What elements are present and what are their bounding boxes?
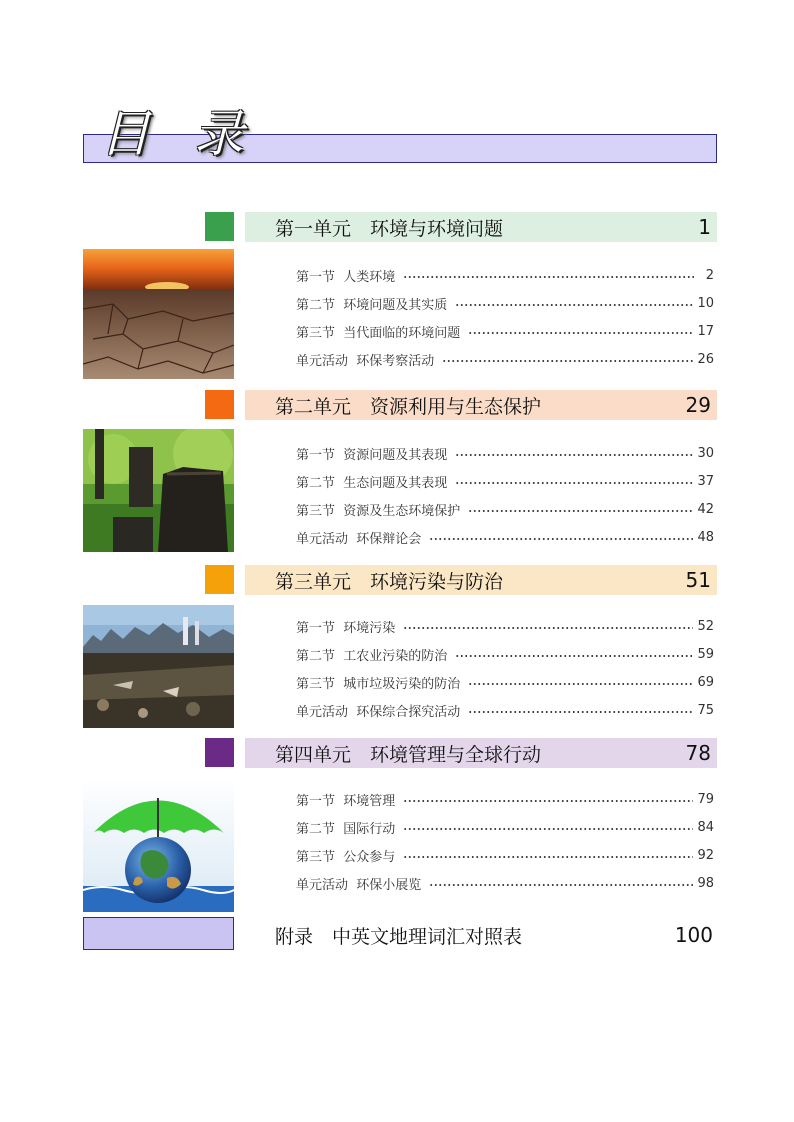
unit-page: 1: [698, 215, 711, 239]
page-title: 目 录: [100, 105, 258, 163]
unit2-heading[interactable]: [245, 390, 717, 420]
section-entry[interactable]: [296, 813, 714, 841]
section-page: 2: [705, 267, 714, 283]
unit2-color-square: [205, 390, 234, 419]
section-title: 单元活动 环保考察活动: [296, 353, 435, 369]
polluted-industrial-site-image: [83, 605, 234, 728]
unit-title: 第二单元 资源利用与生态保护: [275, 395, 542, 418]
unit-title: 第四单元 环境管理与全球行动: [275, 743, 542, 766]
unit-page: 29: [685, 393, 711, 417]
unit3-heading[interactable]: [245, 565, 717, 595]
section-entry[interactable]: [296, 317, 714, 345]
section-title: 第二节 工农业污染的防治: [296, 648, 448, 664]
section-title: 单元活动 环保辩论会: [296, 531, 422, 547]
section-page: 42: [697, 501, 714, 517]
section-page: 84: [697, 819, 714, 835]
leader-dots: [468, 510, 693, 512]
appendix-page: 100: [674, 923, 713, 947]
section-title: 第三节 当代面临的环境问题: [296, 325, 461, 341]
section-title: 第一节 环境管理: [296, 793, 396, 809]
section-entry[interactable]: [296, 640, 714, 668]
unit-page: 78: [685, 741, 711, 765]
section-page: 26: [697, 351, 714, 367]
section-page: 92: [697, 847, 714, 863]
section-page: 75: [697, 702, 714, 718]
section-entry[interactable]: [296, 785, 714, 813]
leader-dots: [468, 711, 693, 713]
section-page: 59: [697, 646, 714, 662]
section-page: 52: [697, 618, 714, 634]
tree-stumps-image: [83, 429, 234, 552]
section-title: 第一节 环境污染: [296, 620, 396, 636]
leader-dots: [455, 482, 693, 484]
section-entry[interactable]: [296, 289, 714, 317]
leader-dots: [429, 884, 693, 886]
unit4-color-square: [205, 738, 234, 767]
section-title: 第三节 资源及生态环境保护: [296, 503, 461, 519]
leader-dots: [455, 304, 693, 306]
section-page: 48: [697, 529, 714, 545]
unit-title: 第三单元 环境污染与防治: [275, 570, 504, 593]
section-title: 第二节 环境问题及其实质: [296, 297, 448, 313]
section-entry[interactable]: [296, 345, 714, 373]
leader-dots: [403, 828, 693, 830]
leader-dots: [429, 538, 693, 540]
section-entry[interactable]: [296, 612, 714, 640]
section-title: 第一节 资源问题及其表现: [296, 447, 448, 463]
section-page: 17: [697, 323, 714, 339]
appendix-entry[interactable]: [275, 920, 713, 950]
leader-dots: [403, 627, 693, 629]
unit2-section-list: [296, 439, 714, 551]
unit1-section-list: [296, 261, 714, 373]
appendix-title: 附录 中英文地理词汇对照表: [275, 925, 523, 948]
section-title: 第三节 公众参与: [296, 849, 396, 865]
section-title: 第二节 国际行动: [296, 821, 396, 837]
section-entry[interactable]: [296, 523, 714, 551]
section-entry[interactable]: [296, 439, 714, 467]
leader-dots: [403, 800, 693, 802]
section-title: 单元活动 环保综合探究活动: [296, 704, 461, 720]
unit4-section-list: [296, 785, 714, 897]
section-entry[interactable]: [296, 261, 714, 289]
unit3-section-list: [296, 612, 714, 724]
section-entry[interactable]: [296, 696, 714, 724]
unit-page: 51: [685, 568, 711, 592]
leader-dots: [403, 856, 693, 858]
section-entry[interactable]: [296, 467, 714, 495]
section-page: 98: [697, 875, 714, 891]
leader-dots: [468, 683, 693, 685]
section-title: 第一节 人类环境: [296, 269, 396, 285]
unit-title: 第一单元 环境与环境问题: [275, 217, 504, 240]
section-page: 37: [697, 473, 714, 489]
section-page: 69: [697, 674, 714, 690]
leader-dots: [468, 332, 693, 334]
unit4-heading[interactable]: [245, 738, 717, 768]
section-entry[interactable]: [296, 869, 714, 897]
leader-dots: [442, 360, 693, 362]
leader-dots: [455, 454, 693, 456]
section-page: 30: [697, 445, 714, 461]
leader-dots: [403, 276, 694, 278]
section-title: 第二节 生态问题及其表现: [296, 475, 448, 491]
section-entry[interactable]: [296, 495, 714, 523]
unit1-color-square: [205, 212, 234, 241]
section-page: 79: [697, 791, 714, 807]
unit3-color-square: [205, 565, 234, 594]
umbrella-over-globe-image: [83, 778, 234, 912]
section-entry[interactable]: [296, 668, 714, 696]
section-title: 单元活动 环保小展览: [296, 877, 422, 893]
section-entry[interactable]: [296, 841, 714, 869]
appendix-color-box: [83, 917, 234, 950]
leader-dots: [455, 655, 693, 657]
cracked-earth-sunset-image: [83, 249, 234, 379]
section-page: 10: [697, 295, 714, 311]
section-title: 第三节 城市垃圾污染的防治: [296, 676, 461, 692]
unit1-heading[interactable]: [245, 212, 717, 242]
